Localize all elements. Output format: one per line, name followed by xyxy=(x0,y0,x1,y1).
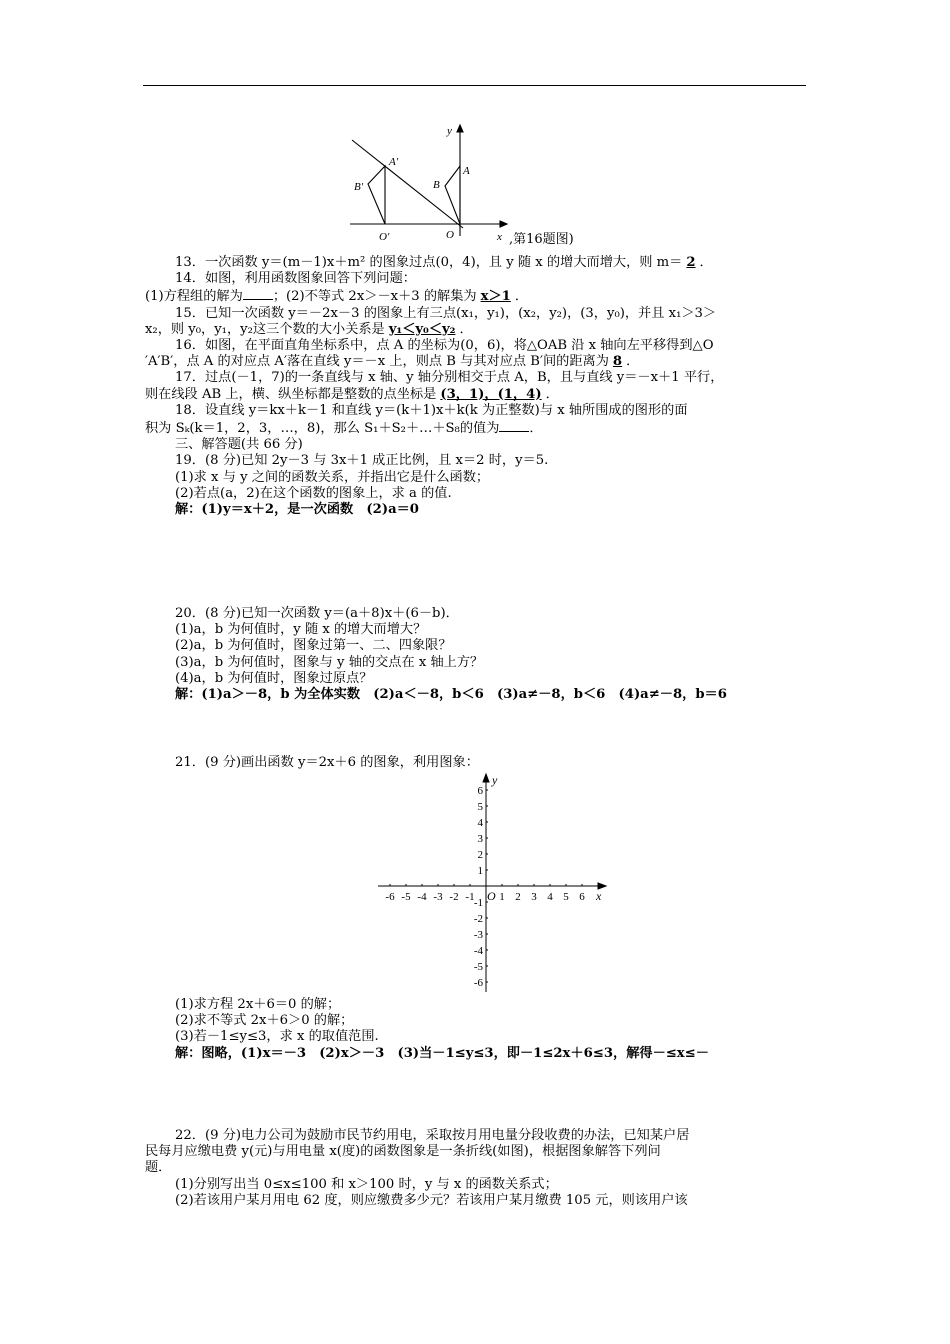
question-14-parts: (1)方程组的解为 ；(2)不等式 2x＞－x＋3 的解集为 x＞1 ． xyxy=(145,289,529,305)
question-20-part1: (1)a，b 为何值时，y 随 x 的增大而增大？ xyxy=(175,622,427,638)
question-22-line3: 题． xyxy=(145,1160,172,1176)
grid21-x-tick-label: -5 xyxy=(401,891,411,903)
question-21-part3: (3)若－1≤y≤3，求 x 的取值范围. xyxy=(175,1029,379,1045)
question-19-stem: 19．(8 分)已知 2y－3 与 3x＋1 成正比例，且 x＝2 时，y＝5. xyxy=(175,453,549,469)
fig16-label-A1: A′ xyxy=(389,156,399,168)
grid21-y-tick-label: 5 xyxy=(477,801,483,813)
grid21-origin-label: O xyxy=(487,889,496,903)
fig16-y-arrow xyxy=(457,125,463,132)
question-19-solution: 解：(1)y＝x＋2，是一次函数 (2)a＝0 xyxy=(175,502,419,518)
grid21-x-tick-label: 6 xyxy=(579,891,585,903)
question-21-stem: 21．(9 分)画出函数 y＝2x＋6 的图象，利用图象： xyxy=(175,755,479,770)
grid21-x-tick-label: -6 xyxy=(385,891,395,903)
grid21-y-tick-label: -4 xyxy=(473,945,483,957)
grid21-y-tick-label: -3 xyxy=(473,929,483,941)
question-20-stem: 20．(8 分)已知一次函数 y＝(a＋8)x＋(6－b)． xyxy=(175,606,459,621)
fig16-label-x: x xyxy=(497,231,502,243)
question-19-part1: (1)求 x 与 y 之间的函数关系，并指出它是什么函数； xyxy=(175,469,490,485)
question-17-line1: 17．过点(－1，7)的一条直线与 x 轴、y 轴分别相交于点 A，B，且与直线 y＝－x＋1 平行， xyxy=(175,370,724,386)
fig16-label-A: A xyxy=(463,165,470,177)
question-22-line2: 民每月应缴电费 y(元)与用电量 x(度)的函数图象是一条折线(如图)，根据图象解答下列问 xyxy=(145,1144,661,1160)
fig16-caption: ,第16题图) xyxy=(509,232,574,247)
fig16-label-y: y xyxy=(447,125,452,137)
grid21-x-tick-label: 4 xyxy=(547,891,553,903)
grid21-y-tick-label: 6 xyxy=(477,785,483,797)
grid21-x-tick-label: -1 xyxy=(465,891,475,903)
question-21-parts xyxy=(175,997,815,1062)
question-20-part2: (2)a，b 为何值时，图象过第一、二、四象限？ xyxy=(175,638,452,654)
question-15-line1: 15．已知一次函数 y＝－2x－3 的图象上有三点(x₁，y₁)，(x₂，y₂)，(3，y₀)，并且 x₁＞3＞ xyxy=(175,305,717,321)
grid21-x-tick-label: 3 xyxy=(531,891,537,903)
answer-15: y₁＜y₀＜y₂ xyxy=(388,321,456,337)
blank-18 xyxy=(499,419,529,432)
grid21-y-tick-label: 1 xyxy=(477,865,483,877)
fig16-x-arrow xyxy=(500,221,507,227)
question-22-part1: (1)分别写出当 0≤x≤100 和 x＞100 时，y 与 x 的函数关系式； xyxy=(175,1176,558,1192)
question-18-line2: 积为 Sₖ(k＝1，2，3，…，8)，那么 S₁＋S₂＋…＋S₈的值为 ． xyxy=(145,421,543,437)
grid21-x-tick-label: -2 xyxy=(449,891,459,903)
grid21-y-label: y xyxy=(492,773,498,787)
question-16-line1: 16．如图，在平面直角坐标系中，点 A 的坐标为(0，6)，将△OAB 沿 x 轴向左平移得到△O xyxy=(175,338,714,354)
answer-13: 2 xyxy=(686,255,696,270)
grid21-x-tick-label: 2 xyxy=(515,891,521,903)
question-18-line1: 18．设直线 y＝kx＋k－1 和直线 y＝(k＋1)x＋k(k 为正整数)与 x 轴所围成的图形的面 xyxy=(175,402,688,418)
grid21-y-tick-label: 2 xyxy=(477,849,483,861)
grid21-y-arrow xyxy=(483,774,489,782)
question-13: 13．一次函数 y＝(m－1)x＋m² 的图象过点(0，4)，且 y 随 x 的增大而增大，则 m＝ 2 ． xyxy=(175,255,713,270)
grid21-y-tick-label: 3 xyxy=(477,833,483,845)
question-21-part1: (1)求方程 2x＋6＝0 的解； xyxy=(175,997,341,1012)
question-22-line1: 22．(9 分)电力公司为鼓励市民节约用电，采取按月用电量分段收费的办法，已知某户居 xyxy=(175,1128,690,1143)
grid21-y-tick-label: 4 xyxy=(477,817,483,829)
fig16-triangle-O1A1B1 xyxy=(368,166,385,224)
question-14: 14．如图，利用函数图象回答下列问题： xyxy=(175,271,416,287)
section-3-heading: 三、解答题(共 66 分) xyxy=(175,437,303,453)
grid21-x-tick-label: -4 xyxy=(417,891,427,903)
questions-13-20 xyxy=(145,255,815,518)
grid21-y-tick-label: -1 xyxy=(473,897,483,909)
question-17-line2: 则在线段 AB 上，横、纵坐标都是整数的点坐标是 (3，1)，(1，4) ． xyxy=(145,386,559,402)
question-15-line2: x₂，则 y₀，y₁，y₂这三个数的大小关系是 y₁＜y₀＜y₂ ． xyxy=(145,321,473,337)
fig16-label-B1: B′ xyxy=(354,181,364,193)
grid21-y-tick-label: -5 xyxy=(473,961,483,973)
grid21-y-tick-label: -6 xyxy=(473,977,483,989)
question-22-part2: (2)若该用户某月用电 62 度，则应缴费多少元？若该用户某月缴费 105 元，则该用户该 xyxy=(175,1192,688,1208)
question-22 xyxy=(145,1128,815,1209)
question-20-solution: 解：(1)a＞－8，b 为全体实数 (2)a＜－8，b＜6 (3)a≠－8，b＜6 (4)a≠－8，b＝6 xyxy=(175,687,727,703)
fig16-label-B: B xyxy=(433,179,440,191)
fig16-label-O1: O′ xyxy=(379,231,390,243)
grid21-x-tick-label: 1 xyxy=(499,891,505,903)
question-20 xyxy=(175,606,815,703)
question-20-part3: (3)a，b 为何值时，图象与 y 轴的交点在 x 轴上方？ xyxy=(175,654,484,670)
grid21-y-tick-label: -2 xyxy=(473,913,483,925)
grid21-x-tick-label: -3 xyxy=(433,891,443,903)
grid21-x-tick-label: 5 xyxy=(563,891,569,903)
fig16-label-O: O xyxy=(446,229,454,241)
question-19-part2: (2)若点(a，2)在这个函数的图象上，求 a 的值. xyxy=(175,485,452,501)
coordinate-grid-21 xyxy=(370,772,620,997)
answer-14: x＞1 xyxy=(480,289,511,305)
question-20-part4: (4)a，b 为何值时，图象过原点？ xyxy=(175,670,373,686)
blank-14-1 xyxy=(243,287,273,300)
answer-16: 8 xyxy=(612,354,623,370)
question-21-stem-block xyxy=(175,755,815,771)
question-21-solution: 解：图略，(1)x＝－3 (2)x＞－3 (3)当－1≤y≤3，即－1≤2x＋6≤3，解得－≤x≤－ xyxy=(175,1045,709,1061)
answer-17: (3，1)，(1，4) xyxy=(440,386,542,402)
question-16-line2: ′A′B′，点 A 的对应点 A′落在直线 y＝－x 上，则点 B 与其对应点 B′间的距离为 8 ． xyxy=(145,354,640,370)
grid21-x-label: x xyxy=(596,889,602,903)
question-21-part2: (2)求不等式 2x＋6＞0 的解； xyxy=(175,1013,354,1029)
header-rule xyxy=(143,85,806,86)
figure-16 xyxy=(340,118,520,248)
